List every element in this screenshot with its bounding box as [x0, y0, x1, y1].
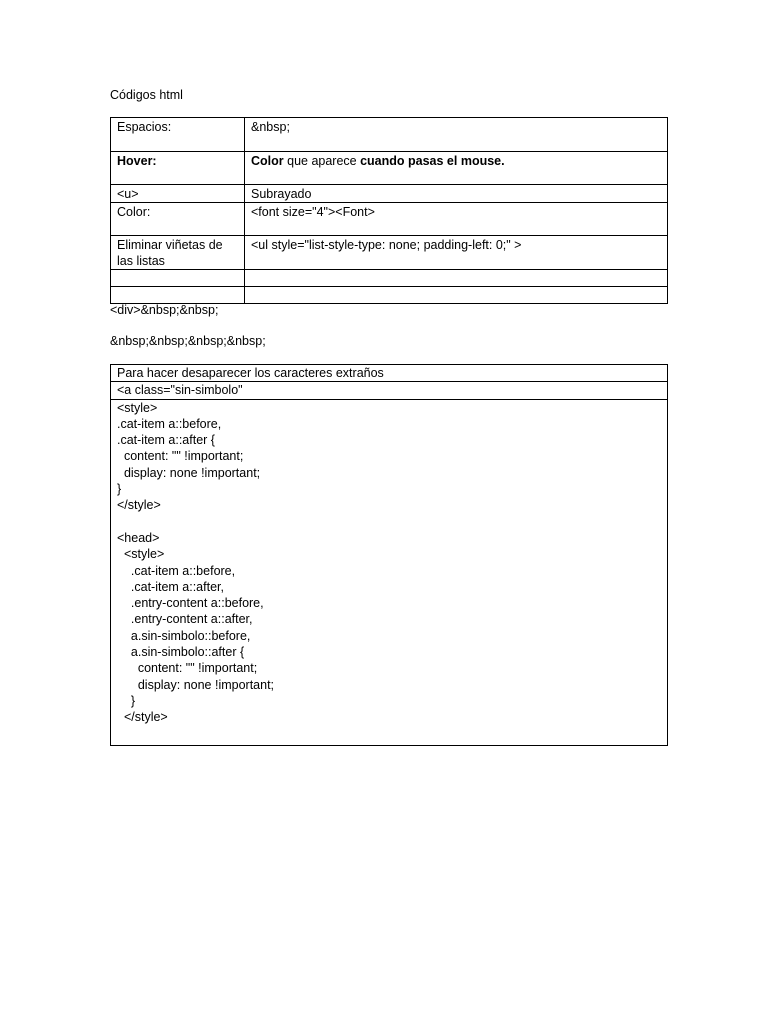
table-cell-value: &nbsp; — [245, 118, 668, 152]
table-row — [111, 203, 668, 236]
table-cell-key: <u> — [111, 185, 245, 203]
value-bold-part: cuando pasas el mouse. — [360, 154, 505, 168]
table-row — [111, 236, 668, 270]
table-row-empty — [111, 287, 668, 304]
snippet-code: <style> .cat-item a::before, .cat-item a::after { content: "" !important; display: none !important; } </style> <head> <style> .cat-item a::before, .cat-item a::after, .entry-content a::before, .entry-content a::after, a.sin-simbolo::before, a.sin-simbolo::after { content: "" !important; display: none !important; } </style> — [117, 400, 275, 725]
table-row — [111, 399, 668, 745]
table-cell-key: Color: — [111, 203, 245, 236]
table-row — [111, 365, 668, 382]
table-row-empty — [111, 270, 668, 287]
table-row — [111, 382, 668, 399]
table-row — [111, 118, 668, 152]
table-row — [111, 185, 668, 203]
table-cell-key — [111, 287, 245, 304]
snippet-heading: Para hacer desaparecer los caracteres extraños — [111, 365, 668, 382]
value-normal-part: que aparece — [283, 154, 361, 168]
table-cell-value — [245, 287, 668, 304]
table-cell-key: Espacios: — [111, 118, 245, 152]
table-cell-value: Subrayado — [245, 185, 668, 203]
table-row — [111, 152, 668, 185]
css-snippet-table — [110, 364, 668, 746]
snippet-class-line: <a class="sin-simbolo" — [111, 382, 668, 399]
div-nbsp-line: <div>&nbsp;&nbsp; — [110, 303, 219, 317]
table-cell-value: <ul style="list-style-type: none; padding-left: 0;" > — [245, 236, 668, 270]
table-cell-value: <font size="4"><Font> — [245, 203, 668, 236]
table-cell-value — [245, 152, 668, 185]
snippet-code-cell — [111, 399, 668, 745]
codes-table — [110, 117, 668, 304]
table-cell-key: Eliminar viñetas de las listas — [111, 236, 245, 270]
value-bold-part: Color — [251, 154, 284, 168]
table-cell-value — [245, 270, 668, 287]
table-cell-key — [111, 270, 245, 287]
nbsp-line: &nbsp;&nbsp;&nbsp;&nbsp; — [110, 334, 266, 348]
document-title: Códigos html — [110, 88, 183, 102]
table-cell-key: Hover: — [111, 152, 245, 185]
